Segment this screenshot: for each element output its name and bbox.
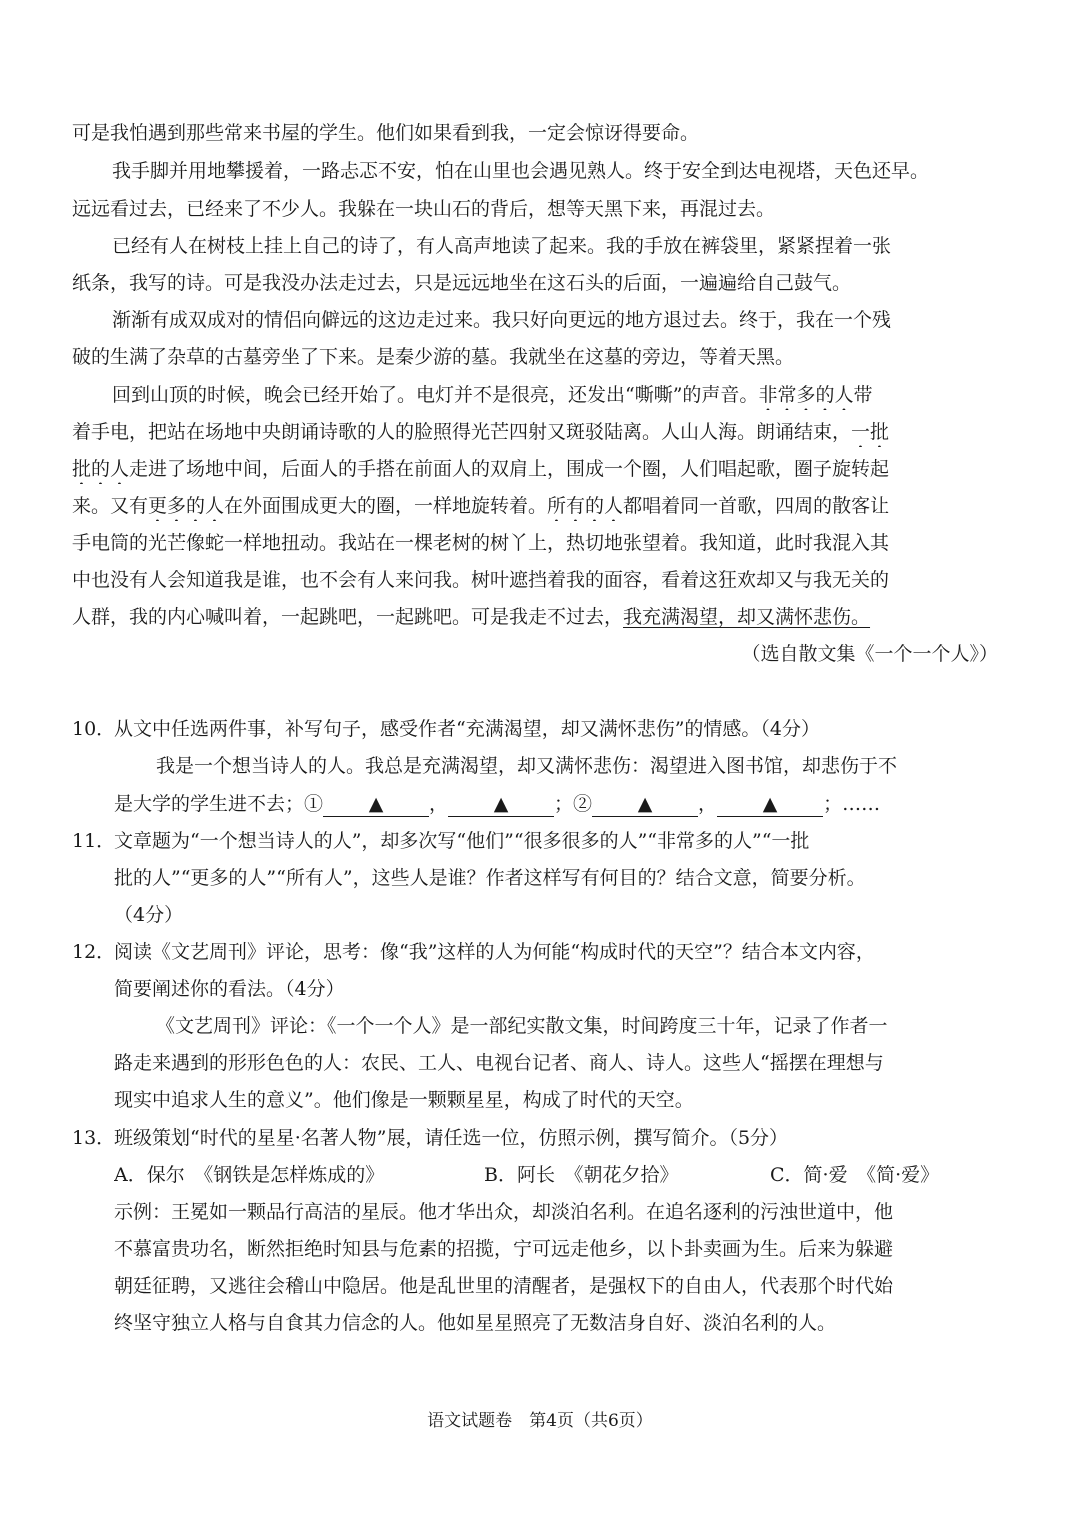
question-number-10: 10． <box>72 718 116 740</box>
option-c: C．简·爱 《简·爱》 <box>770 1164 940 1186</box>
answer-blank-3[interactable]: ▲ <box>592 792 698 817</box>
answer-blank-2[interactable]: ▲ <box>448 792 554 817</box>
question-13-example-line-4: 终坚守独立人格与自食其力信念的人。他如星星照亮了无数洁身自好、淡泊名利的人。 <box>114 1312 837 1334</box>
passage-text: 带 <box>853 384 873 406</box>
passage-line-10 <box>72 454 1012 484</box>
passage-text: 在外面围成更大的圈，一样地旋转着。 <box>224 495 548 517</box>
answer-blank-4[interactable]: ▲ <box>717 792 823 817</box>
question-10-line-2: 我是一个想当诗人的人。我总是充满渴望，却又满怀悲伤：渴望进入图书馆，却悲伤于不 <box>156 755 898 777</box>
option-a: A．保尔 《钢铁是怎样炼成的》 <box>114 1164 385 1186</box>
question-13-example-line-2: 不慕富贵功名，断然拒绝时知县与危素的招揽，宁可远走他乡，以卜卦卖画为生。后来为躲避 <box>114 1238 894 1260</box>
question-number-12: 12． <box>72 941 116 963</box>
question-12-review-line-1: 《文艺周刊》评论：《一个一个人》是一部纪实散文集，时间跨度三十年，记录了作者一 <box>156 1015 888 1037</box>
passage-line-4: 已经有人在树枝上挂上自己的诗了，有人高声地读了起来。我的手放在裤袋里，紧紧捏着一张 <box>112 235 892 257</box>
emphasized-phrase: 一批 <box>851 421 890 443</box>
question-12-line-2: 简要阐述你的看法。（4分） <box>114 978 345 1000</box>
passage-line-9 <box>72 417 1012 447</box>
separator: ， <box>698 793 718 815</box>
question-13-example-line-1: 示例：王冕如一颗品行高洁的星辰。他才华出众，却淡泊名利。在追名逐利的污浊世道中，他 <box>114 1201 894 1223</box>
question-10-text: 是大学的学生进不去；① <box>114 793 324 815</box>
separator: ；② <box>554 793 593 815</box>
passage-line-14 <box>72 602 1012 632</box>
separator: ， <box>429 793 449 815</box>
question-13-stem: 班级策划“时代的星星·名著人物”展，请任选一位，仿照示例，撰写简介。（5分） <box>114 1127 789 1149</box>
question-12-review-line-2: 路走来遇到的形形色色的人：农民、工人、电视台记者、商人、诗人。这些人“摇摆在理想与 <box>114 1052 884 1074</box>
emphasized-phrase: 更多的人 <box>148 495 225 517</box>
passage-line-11 <box>72 491 1012 521</box>
question-11-line-3: （4分） <box>114 904 184 926</box>
passage-line-8 <box>72 380 1012 410</box>
passage-line-5: 纸条，我写的诗。可是我没办法走过去，只是远远地坐在这石头的后面，一遍遍给自己鼓气。 <box>72 272 852 294</box>
question-11-line-1: 文章题为“一个想当诗人的人”，却多次写“他们”“很多很多的人”“非常多的人”“一批 <box>114 830 810 852</box>
passage-text: 回到山顶的时候，晚会已经开始了。电灯并不是很亮，还发出“嘶嘶”的声音。 <box>112 384 759 406</box>
passage-text: 走进了场地中间，后面人的手搭在前面人的双肩上，围成一个圈，人们唱起歌，圈子旋转起 <box>129 458 890 480</box>
passage-text: 着手电，把站在场地中央朗诵诗歌的人的脸照得光芒四射又斑驳陆离。人山人海。朗诵结束， <box>72 421 852 443</box>
underlined-sentence: 我充满渴望，却又满怀悲伤。 <box>623 606 871 628</box>
passage-line-2: 我手脚并用地攀援着，一路忐忑不安，怕在山里也会遇见熟人。终于安全到达电视塔，天色还早。 <box>112 160 930 182</box>
passage-source: （选自散文集《一个一个人》） <box>741 643 998 665</box>
page-footer: 语文试题卷 第4页（共6页） <box>427 1411 653 1431</box>
option-b: B．阿长 《朝花夕拾》 <box>484 1164 679 1186</box>
separator: ；…… <box>823 793 881 815</box>
answer-blank-1[interactable]: ▲ <box>323 792 429 817</box>
passage-line-7: 破的生满了杂草的古墓旁坐了下来。是秦少游的墓。我就坐在这墓的旁边，等着天黑。 <box>72 346 795 368</box>
emphasized-phrase: 非常多的人 <box>758 384 854 406</box>
passage-line-3: 远远看过去，已经来了不少人。我躲在一块山石的背后，想等天黑下来，再混过去。 <box>72 198 776 220</box>
question-12-review-line-3: 现实中追求人生的意义”。他们像是一颗颗星星，构成了时代的天空。 <box>114 1089 694 1111</box>
question-10-fill-line <box>114 789 1012 819</box>
passage-text: 都唱着同一首歌，四周的散客让 <box>623 495 890 517</box>
question-13-options <box>114 1160 1012 1190</box>
passage-line-6: 渐渐有成双成对的情侣向僻远的这边走过来。我只好向更远的地方退过去。终于，我在一个残 <box>112 309 892 331</box>
question-13-example-line-3: 朝廷征聘，又逃往会稽山中隐居。他是乱世里的清醒者，是强权下的自由人，代表那个时代始 <box>114 1275 894 1297</box>
question-12-line-1: 阅读《文艺周刊》评论，思考：像“我”这样的人为何能“构成时代的天空”？结合本文内容， <box>114 941 875 963</box>
question-10-stem: 从文中任选两件事，补写句子，感受作者“充满渴望，却又满怀悲伤”的情感。（4分） <box>114 718 821 740</box>
passage-text: 人群，我的内心喊叫着，一起跳吧，一起跳吧。可是我走不过去， <box>72 606 624 628</box>
passage-line-12: 手电筒的光芒像蛇一样地扭动。我站在一棵老树的树丫上，热切地张望着。我知道，此时我混入其 <box>72 532 890 554</box>
passage-line-13: 中也没有人会知道我是谁，也不会有人来问我。树叶遮挡着我的面容，看着这狂欢却又与我无关的 <box>72 569 890 591</box>
emphasized-phrase: 批的人 <box>72 458 130 480</box>
question-11-line-2: 批的人”“更多的人”“所有人”，这些人是谁？作者这样写有何目的？结合文意，简要分析。 <box>114 867 866 889</box>
passage-line-1: 可是我怕遇到那些常来书屋的学生。他们如果看到我，一定会惊讶得要命。 <box>72 122 700 144</box>
question-number-11: 11． <box>72 830 116 852</box>
passage-text: 来。又有 <box>72 495 149 517</box>
emphasized-phrase: 所有的人 <box>547 495 624 517</box>
question-number-13: 13． <box>72 1127 116 1149</box>
